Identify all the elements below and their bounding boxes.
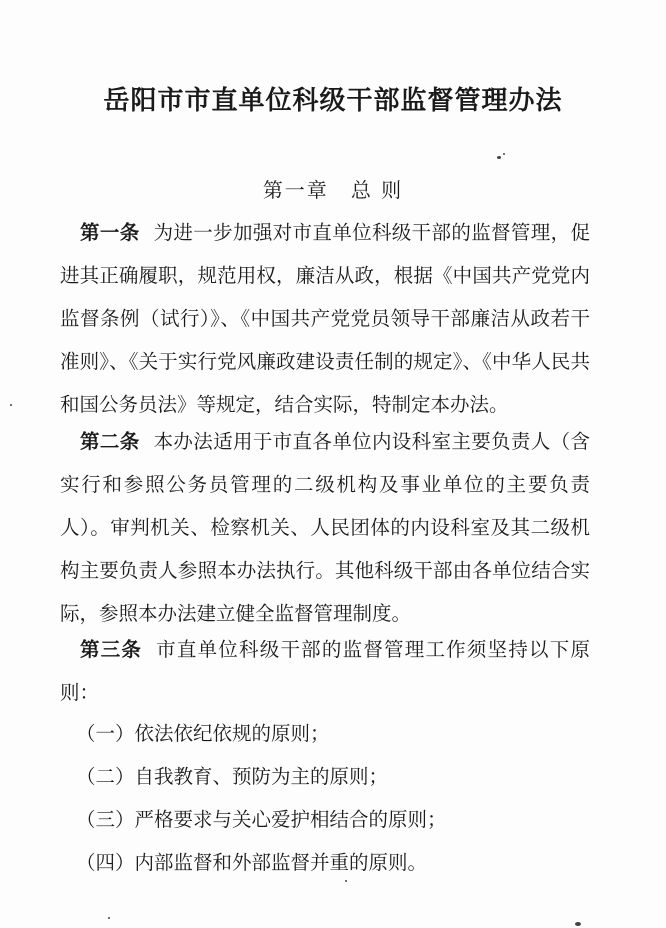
scan-speck xyxy=(345,880,347,882)
article-3-head: 第三条 xyxy=(80,638,143,661)
chapter-number: 第一章 xyxy=(262,178,329,202)
principle-3: （三）严格要求与关心爱护相结合的原则； xyxy=(76,808,447,831)
principle-2: （二）自我教育、预防为主的原则； xyxy=(76,765,389,788)
article-1 xyxy=(60,211,590,426)
scan-speck xyxy=(10,404,12,406)
article-2-head: 第二条 xyxy=(80,430,140,453)
article-3-text: 市直单位科级干部的监督管理工作须坚持以下原则： xyxy=(60,638,590,704)
article-3 xyxy=(60,628,590,714)
scan-speck xyxy=(503,153,505,155)
principle-1: （一）依法依纪依规的原则； xyxy=(76,722,330,745)
article-2-text: 本办法适用于市直各单位内设科室主要负责人（含实行和参照公务员管理的二级机构及事业单位的主要负责人）。审判机关、检察机关、人民团体的内设科室及其二级机构主要负责人参照本办法执行。其他科级干部由各单位结合实际，参照本办法建立健全监督管理制度。 xyxy=(60,430,590,625)
scan-speck xyxy=(108,917,110,919)
article-1-text: 为进一步加强对市直单位科级干部的监督管理，促进其正确履职，规范用权，廉洁从政，根据《中国共产党党内监督条例（试行）》、《中国共产党党员领导干部廉洁从政若干准则》、《关于实行党风廉政建设责任制的规定》、《中华人民共和国公务员法》等规定，结合实际，特制定本办法。 xyxy=(60,221,590,416)
document-title: 岳阳市市直单位科级干部监督管理办法 xyxy=(103,86,563,116)
chapter-heading xyxy=(0,174,666,203)
scan-speck xyxy=(497,156,501,159)
article-2 xyxy=(60,420,590,635)
chapter-name: 总 则 xyxy=(350,178,404,202)
principle-4: （四）内部监督和外部监督并重的原则。 xyxy=(76,851,428,874)
scan-speck xyxy=(575,922,581,926)
article-1-head: 第一条 xyxy=(80,221,140,244)
